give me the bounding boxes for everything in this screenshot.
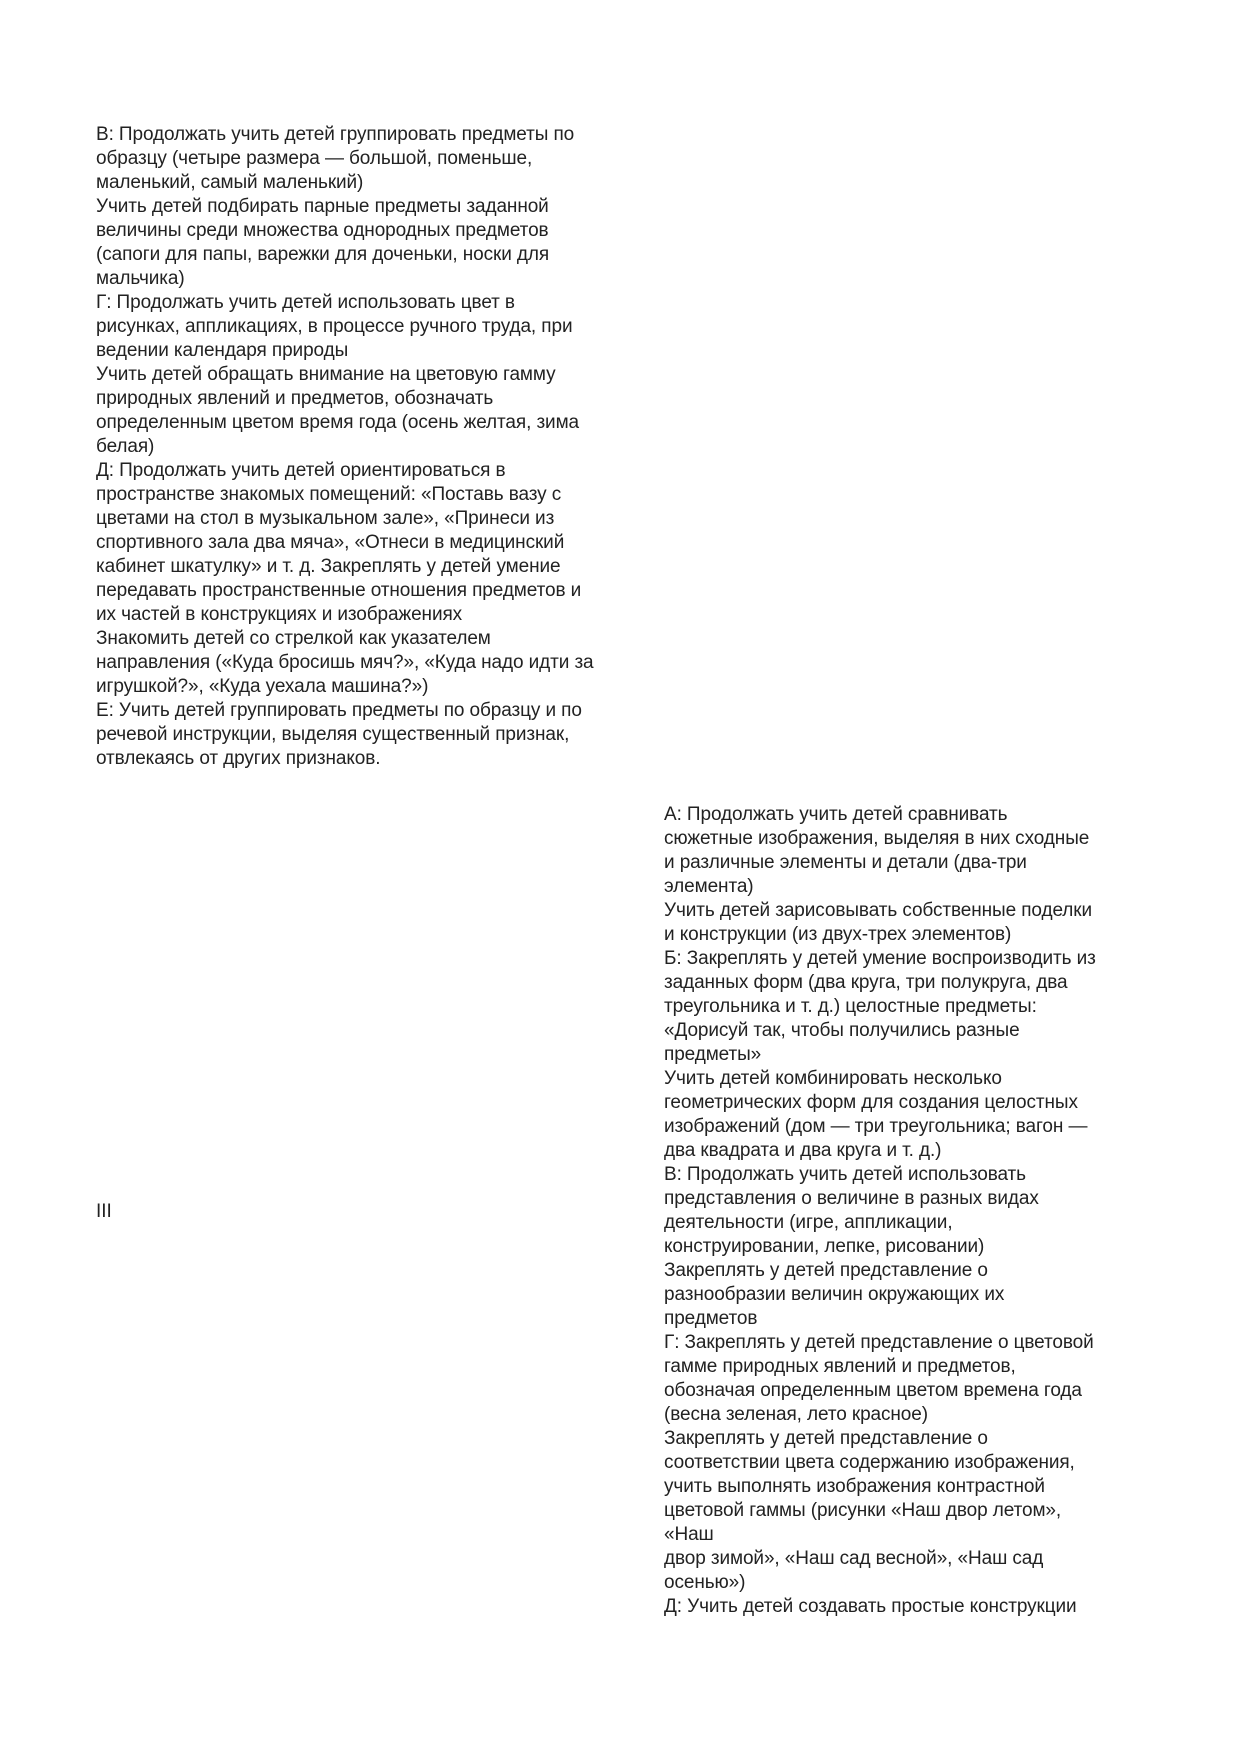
text-line: разнообразии величин окружающих их bbox=[664, 1284, 1005, 1305]
text-line: (весна зеленая, лето красное) bbox=[664, 1404, 928, 1425]
text-line: Закреплять у детей представление о bbox=[664, 1428, 988, 1449]
text-line: обозначая определенным цветом времена года bbox=[664, 1380, 1082, 1401]
text-line: Учить детей подбирать парные предметы заданной bbox=[96, 196, 549, 217]
text-line: их частей в конструкциях и изображениях bbox=[96, 604, 463, 625]
text-line: соответствии цвета содержанию изображения, bbox=[664, 1452, 1075, 1473]
text-line: геометрических форм для создания целостных bbox=[664, 1092, 1078, 1113]
text-line: Знакомить детей со стрелкой как указателем bbox=[96, 628, 491, 649]
text-line: величины среди множества однородных предметов bbox=[96, 220, 549, 241]
text-line: В: Продолжать учить детей использовать bbox=[664, 1164, 1026, 1185]
text-line: пространстве знакомых помещений: «Поставь вазу с bbox=[96, 484, 562, 505]
text-line: отвлекаясь от других признаков. bbox=[96, 748, 381, 769]
text-line: гамме природных явлений и предметов, bbox=[664, 1356, 1016, 1377]
text-line: Е: Учить детей группировать предметы по образцу и по bbox=[96, 700, 582, 721]
text-line: Д: Продолжать учить детей ориентироваться в bbox=[96, 460, 506, 481]
text-line: Г: Закреплять у детей представление о цветовой bbox=[664, 1332, 1094, 1353]
text-line: природных явлений и предметов, обозначать bbox=[96, 388, 494, 409]
text-line: Б: Закреплять у детей умение воспроизводить из bbox=[664, 948, 1096, 969]
text-line: определенным цветом время года (осень желтая, зима bbox=[96, 412, 579, 433]
text-line: учить выполнять изображения контрастной bbox=[664, 1476, 1045, 1497]
text-line: цветами на стол в музыкальном зале», «Принеси из bbox=[96, 508, 555, 529]
text-line: и конструкции (из двух-трех элементов) bbox=[664, 924, 1012, 945]
text-line: двор зимой», «Наш сад весной», «Наш сад bbox=[664, 1548, 1044, 1569]
text-line: маленький, самый маленький) bbox=[96, 172, 364, 193]
text-line: Закреплять у детей представление о bbox=[664, 1260, 988, 1281]
text-line: два квадрата и два круга и т. д.) bbox=[664, 1140, 942, 1161]
text-line: речевой инструкции, выделяя существенный признак, bbox=[96, 724, 570, 745]
text-line: изображений (дом — три треугольника; вагон — bbox=[664, 1116, 1088, 1137]
text-line: А: Продолжать учить детей сравнивать bbox=[664, 804, 1008, 825]
text-line: В: Продолжать учить детей группировать предметы по bbox=[96, 124, 575, 145]
text-line: заданных форм (два круга, три полукруга, два bbox=[664, 972, 1068, 993]
text-line: предметов bbox=[664, 1308, 758, 1329]
text-line: представления о величине в разных видах bbox=[664, 1188, 1039, 1209]
text-line: кабинет шкатулку» и т. д. Закреплять у детей умение bbox=[96, 556, 561, 577]
text-line: конструировании, лепке, рисовании) bbox=[664, 1236, 985, 1257]
text-line: образцу (четыре размера — большой, поменьше, bbox=[96, 148, 533, 169]
text-line: элемента) bbox=[664, 876, 754, 897]
text-line: цветовой гаммы (рисунки «Наш двор летом», bbox=[664, 1500, 1062, 1521]
text-line: Учить детей комбинировать несколько bbox=[664, 1068, 1002, 1089]
text-line: треугольника и т. д.) целостные предметы: bbox=[664, 996, 1037, 1017]
text-line: осенью») bbox=[664, 1572, 746, 1593]
text-line: Г: Продолжать учить детей использовать цвет в bbox=[96, 292, 515, 313]
text-line: «Наш bbox=[664, 1524, 714, 1545]
section-number-label: III bbox=[96, 1201, 112, 1222]
text-line: сюжетные изображения, выделяя в них сходные bbox=[664, 828, 1090, 849]
text-line: деятельности (игре, аппликации, bbox=[664, 1212, 953, 1233]
right-column-text bbox=[664, 803, 1164, 1619]
text-line: ведении календаря природы bbox=[96, 340, 349, 361]
left-column-text bbox=[96, 123, 656, 771]
text-line: (сапоги для папы, варежки для доченьки, носки для bbox=[96, 244, 550, 265]
text-line: спортивного зала два мяча», «Отнеси в медицинский bbox=[96, 532, 565, 553]
text-line: игрушкой?», «Куда уехала машина?») bbox=[96, 676, 429, 697]
text-line: и различные элементы и детали (два-три bbox=[664, 852, 1027, 873]
text-line: «Дорисуй так, чтобы получились разные bbox=[664, 1020, 1020, 1041]
text-line: предметы» bbox=[664, 1044, 762, 1065]
text-line: белая) bbox=[96, 436, 155, 457]
text-line: направления («Куда бросишь мяч?», «Куда надо идти за bbox=[96, 652, 594, 673]
text-line: передавать пространственные отношения предметов и bbox=[96, 580, 582, 601]
text-line: Д: Учить детей создавать простые конструкции bbox=[664, 1596, 1077, 1617]
text-line: Учить детей обращать внимание на цветовую гамму bbox=[96, 364, 556, 385]
text-line: Учить детей зарисовывать собственные поделки bbox=[664, 900, 1092, 921]
text-line: рисунках, аппликациях, в процессе ручного труда, при bbox=[96, 316, 573, 337]
text-line: мальчика) bbox=[96, 268, 185, 289]
